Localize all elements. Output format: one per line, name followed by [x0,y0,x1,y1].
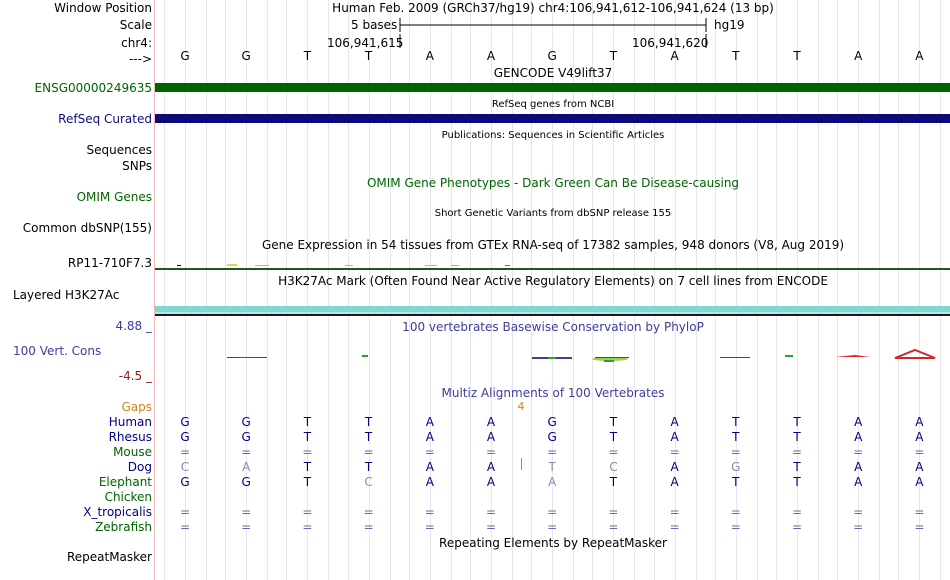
alignment-base: = [179,520,191,534]
publications-track-title: Publications: Sequences in Scientific Articles [441,130,665,141]
reference-base: T [609,49,618,63]
alignment-base: = [730,505,741,519]
alignment-base: A [854,475,863,489]
alignment-base: = [241,505,252,519]
alignment-base: T [364,460,373,474]
reference-base: A [670,49,679,63]
alignment-base: A [670,475,679,489]
alignment-base: = [608,520,619,534]
strand-arrow-label: ---> [128,52,152,66]
ensg-label[interactable]: ENSG00000249635 [34,81,152,95]
repeatmasker-label[interactable]: RepeatMasker [66,550,152,564]
alignment-base: T [732,475,740,489]
alignment-base: A [915,475,924,489]
species-label-elephant: Elephant [98,475,152,489]
omim-track-title: OMIM Gene Phenotypes - Dark Green Can Be Disease-causing [366,176,740,190]
alignment-base: = [424,505,435,519]
alignment-base: G [241,415,251,429]
alignment-base: T [732,415,740,429]
alignment-base: A [548,475,557,489]
alignment-base: A [670,460,679,474]
alignment-base: T [303,475,312,489]
alignment-base: T [732,430,740,444]
cons-max-label: 4.88 _ [115,319,152,333]
alignment-base: T [364,430,373,444]
species-label-rhesus: Rhesus [108,430,152,444]
phylop-track-title: 100 vertebrates Basewise Conservation by PhyloP [402,320,704,334]
alignment-base: = [914,520,925,534]
alignment-base: = [485,445,497,459]
alignment-base: = [669,520,680,534]
alignment-base: = [608,505,619,519]
repeatmasker-track-title: Repeating Elements by RepeatMasker [439,536,667,550]
alignment-base: G [180,415,190,429]
cons-track-label[interactable]: 100 Vert. Cons [13,344,102,358]
alignment-base: = [302,520,313,534]
coord-right: 106,941,620 [632,36,709,50]
reference-base: T [364,49,373,63]
assembly-text: hg19 [714,18,745,32]
alignment-base: T [303,460,312,474]
alignment-base: A [425,415,434,429]
alignment-base: = [302,505,313,519]
reference-base: A [425,49,434,63]
alignment-base: G [241,475,251,489]
alignment-base: = [853,520,864,534]
alignment-base: = [669,445,680,459]
alignment-base: G [547,430,557,444]
h3k27ac-baseline [155,314,950,316]
alignment-base: A [854,460,863,474]
alignment-base: = [179,445,191,459]
reference-base: A [854,49,863,63]
alignment-base: = [363,520,374,534]
species-label-chicken: Chicken [104,490,152,504]
alignment-base: = [424,520,435,534]
alignment-base: = [853,445,864,459]
alignment-base: A [915,415,924,429]
window-position-text: Human Feb. 2009 (GRCh37/hg19) chr4:106,941,612-106,941,624 (13 bp) [332,1,774,15]
coord-left: 106,941,615 [327,36,404,50]
alignment-base: T [303,430,312,444]
gencode-track-title: GENCODE V49lift37 [493,66,613,80]
scale-bar [155,16,950,34]
alignment-base: A [425,475,434,489]
alignment-base: = [791,505,803,519]
species-label-human: Human [108,415,152,429]
alignment-base: G [731,460,741,474]
alignment-base: = [669,505,680,519]
alignment-base: C [180,460,190,474]
omim-genes-label[interactable]: OMIM Genes [76,190,152,204]
alignment-base: A [486,475,496,489]
h3k27ac-label[interactable]: Layered H3K27Ac [13,288,120,302]
track-labels [0,0,154,580]
alignment-base: G [180,475,190,489]
cons-min-label: -4.5 _ [118,369,152,383]
alignment-base: = [424,445,435,459]
alignment-base: A [486,430,496,444]
alignment-base: = [363,505,374,519]
scale-bases-text: 5 bases [351,18,398,32]
alignment-base: = [730,520,741,534]
alignment-base: = [241,520,252,534]
gtex-expression-marks [155,262,950,270]
alignment-base: G [180,430,190,444]
gencode-gene-bar[interactable] [155,83,950,92]
alignment-base: A [670,430,679,444]
alignment-base: C [364,475,373,489]
alignment-base: A [670,415,679,429]
species-label-mouse: Mouse [113,445,152,459]
gtex-gene-label[interactable]: RP11-710F7.3 [67,256,152,270]
alignment-base: = [485,505,497,519]
alignment-base: T [303,415,312,429]
alignment-base: A [915,430,924,444]
alignment-base: A [425,430,434,444]
coord-ticks [155,34,950,50]
h3k27ac-track-title: H3K27Ac Mark (Often Found Near Active Regulatory Elements) on 7 cell lines from ENCODE [278,274,828,288]
reference-base: G [180,49,190,63]
alignment-base: A [486,460,496,474]
multiz-track-title: Multiz Alignments of 100 Vertebrates [441,386,665,400]
refseq-curated-label[interactable]: RefSeq Curated [58,112,152,126]
alignment-base: T [364,415,373,429]
alignment-base: = [547,520,558,534]
alignment-base: C [609,460,618,474]
scale-label: Scale [119,18,152,32]
alignment-base: A [854,430,863,444]
dbsnp-label[interactable]: Common dbSNP(155) [22,221,152,235]
species-label-zebrafish: Zebrafish [95,520,152,534]
alignment-base: = [241,445,252,459]
alignment-base: T [793,460,801,474]
alignment-base: G [241,430,251,444]
alignment-base: = [547,445,558,459]
gaps-label: Gaps [121,400,152,414]
reference-base: T [303,49,312,63]
window-position-label: Window Position [54,1,152,15]
reference-base: G [241,49,251,63]
alignment-base: = [730,445,741,459]
alignment-base: T [793,430,801,444]
alignment-base: A [242,460,251,474]
gap-count: 4 [517,400,525,413]
alignment-base: A [486,415,496,429]
alignment-base: = [914,505,925,519]
alignment-base: = [791,445,803,459]
alignment-base: = [547,505,558,519]
alignment-base: = [179,505,191,519]
alignment-base: A [425,460,434,474]
dog-gap-marker [521,458,522,470]
gtex-track-title: Gene Expression in 54 tissues from GTEx RNA-seq of 17382 samples, 948 donors (V8, Aug 2019) [261,238,845,252]
alignment-base: = [302,445,313,459]
species-label-x-tropicalis: X_tropicalis [83,505,152,519]
alignment-base: T [609,430,618,444]
reference-base: A [915,49,924,63]
chrom-label: chr4: [121,36,152,50]
alignment-base: = [914,445,925,459]
refseq-gene-bar[interactable] [155,114,950,123]
alignment-base: = [791,520,803,534]
alignment-base: T [793,415,801,429]
dbsnp-track-title: Short Genetic Variants from dbSNP release 155 [434,208,672,219]
alignment-base: T [609,415,618,429]
species-label-dog: Dog [127,460,152,474]
sequences-label[interactable]: Sequences [86,143,152,157]
reference-base: T [793,49,801,63]
track-panel[interactable] [155,0,950,580]
alignment-base: T [548,460,556,474]
reference-base: T [732,49,740,63]
alignment-base: G [547,415,557,429]
alignment-base: A [915,460,924,474]
reference-base: G [547,49,557,63]
alignment-base: = [608,445,619,459]
alignment-base: T [609,475,618,489]
snps-label[interactable]: SNPs [122,159,152,173]
alignment-base: = [485,520,497,534]
alignment-base: A [854,415,863,429]
alignment-base: T [793,475,801,489]
reference-base: A [486,49,496,63]
alignment-base: = [363,445,374,459]
alignment-base: = [853,505,864,519]
phylop-conservation-plot [155,345,950,365]
refseq-track-title: RefSeq genes from NCBI [491,99,615,110]
